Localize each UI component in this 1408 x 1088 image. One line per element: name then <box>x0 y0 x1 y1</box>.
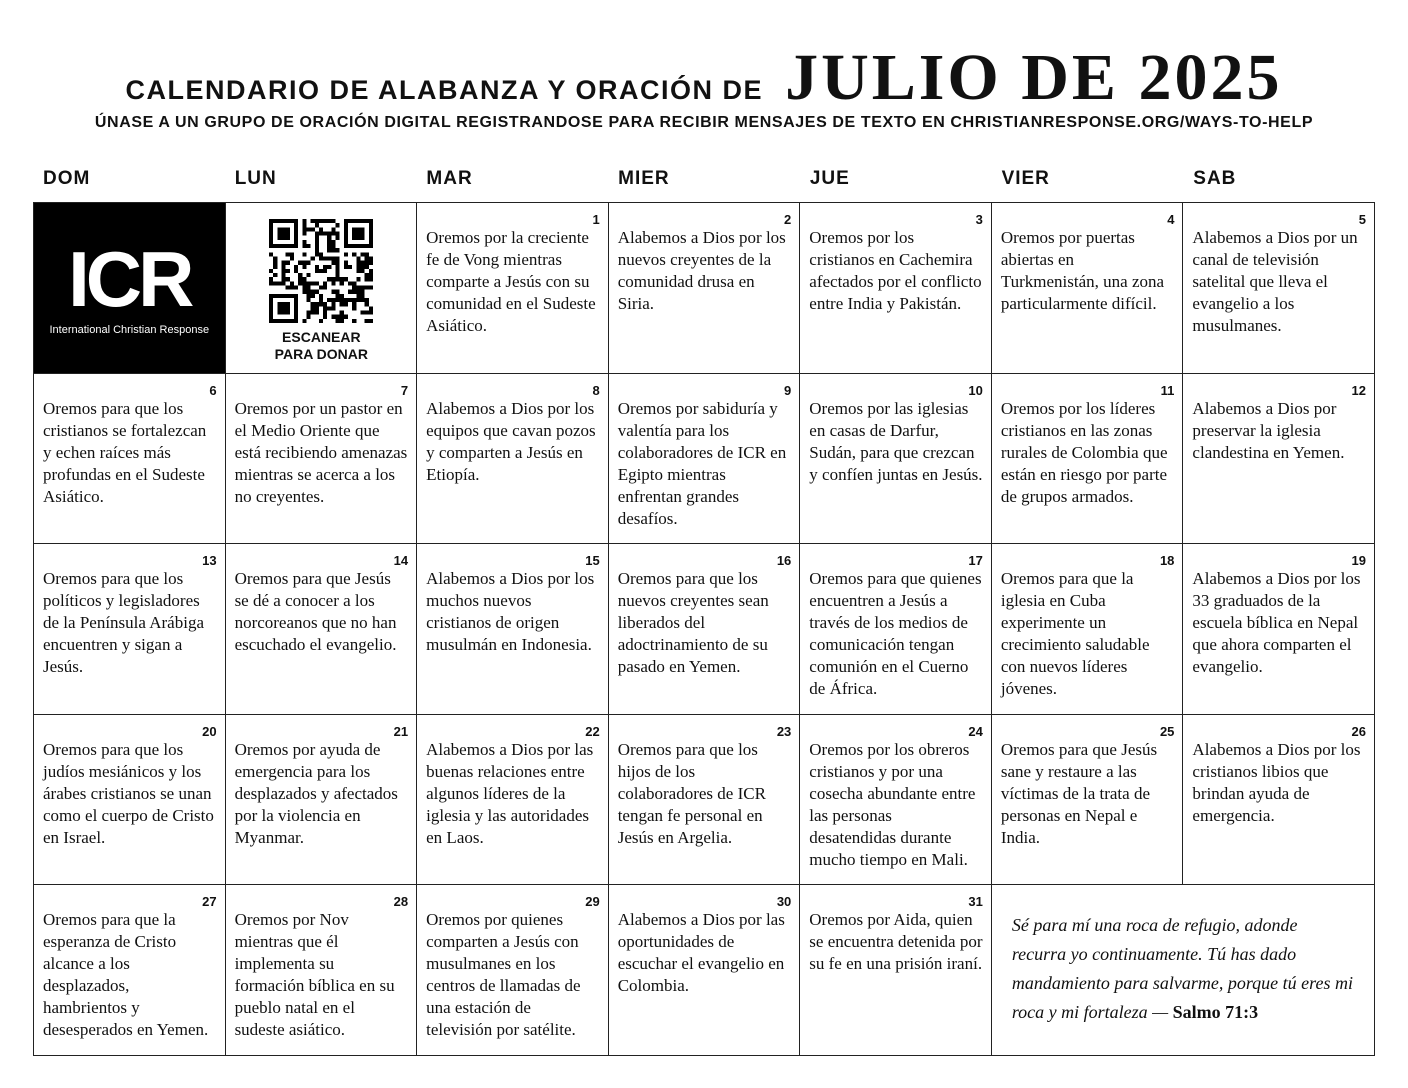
page-header <box>0 40 1408 116</box>
day-number: 21 <box>393 723 409 739</box>
day-prayer-text: Alabemos a Dios por preservar la iglesia clandestina en Yemen. <box>1192 398 1345 462</box>
day-cell <box>992 203 1184 374</box>
day-prayer-text: Oremos por ayuda de emergencia para los desplazados y afectados por la violencia en Myanmar. <box>234 739 398 847</box>
title-row <box>0 40 1408 116</box>
day-cell <box>609 544 801 715</box>
day-number: 15 <box>585 553 600 569</box>
day-cell <box>34 374 226 545</box>
day-prayer-text: Oremos para que los judíos mesiánicos y los árabes cristianos se unan como el cuerpo de Cristo en Israel. <box>43 739 214 847</box>
day-prayer-text: Oremos por quienes comparten a Jesús con musulmanes en los centros de llamadas de una estación de televisión por satélite. <box>426 910 581 1040</box>
day-prayer-text: Oremos para que los nuevos creyentes sean liberados del adoctrinamiento de su pasado en Yemen. <box>617 569 769 677</box>
day-prayer-text: Oremos por los líderes cristianos en las zonas rurales de Colombia que están en riesgo por parte de grupos armados. <box>1000 398 1168 506</box>
qr-label-line1: ESCANEAR <box>282 329 361 345</box>
day-number: 4 <box>1167 212 1175 227</box>
day-prayer-text: Alabemos a Dios por un canal de televisión satelital que lleva el evangelio a los musulmanes. <box>1192 228 1358 335</box>
day-cell <box>800 374 992 545</box>
day-cell <box>226 374 418 545</box>
day-prayer-text: Oremos por los cristianos en Cachemira afectados por el conflicto entre India y Pakistán. <box>809 228 982 313</box>
weekday-label: SAB <box>1193 168 1237 189</box>
day-cell <box>1183 374 1375 545</box>
day-number: 31 <box>968 894 983 910</box>
day-cell <box>992 544 1184 715</box>
day-number: 7 <box>400 382 409 398</box>
day-number: 25 <box>1159 723 1175 739</box>
weekday-label: DOM <box>43 168 91 189</box>
day-prayer-text: Oremos para que los hijos de los colaboradores de ICR tengan fe personal en Jesús en Argelia. <box>617 739 766 847</box>
month-title: JULIO DE 2025 <box>785 41 1283 114</box>
day-number: 17 <box>968 553 983 569</box>
logo-subtitle: International Christian Response <box>49 323 210 336</box>
day-prayer-text: Alabemos a Dios por las buenas relaciones entre algunos líderes de la iglesia y las autoridades en Laos. <box>426 739 594 847</box>
day-number: 2 <box>784 212 792 227</box>
quote-reference: Salmo 71:3 <box>1172 1002 1259 1023</box>
day-number: 28 <box>393 894 409 910</box>
day-cell <box>226 715 418 886</box>
quote-text: Sé para mí una roca de refugio, adonde recurra yo continuamente. Tú has dado mandamiento para salvarme, porque tú eres mi roca y mi fortaleza — <box>1011 915 1353 1023</box>
day-prayer-text: Oremos para que quienes encuentren a Jesús a través de los medios de comunicación tengan comunión en el Cuerno de África. <box>809 569 982 699</box>
day-prayer-text: Alabemos a Dios por los nuevos creyentes de la comunidad drusa en Siria. <box>617 228 786 313</box>
day-prayer-text: Oremos por Aida, quien se encuentra detenida por su fe en una prisión iraní. <box>809 910 983 974</box>
day-cell <box>800 203 992 374</box>
day-cell <box>417 203 609 374</box>
day-prayer-text: Alabemos a Dios por los equipos que cavan pozos y comparten a Jesús en Etiopía. <box>426 398 596 484</box>
weekday-label: JUE <box>809 168 850 189</box>
day-number: 14 <box>393 553 409 569</box>
weekday-label: MIER <box>618 168 670 189</box>
day-prayer-text: Oremos para que los cristianos se fortalezcan y echen raíces más profundas en el Sudeste Asiático. <box>43 398 207 506</box>
day-cell <box>609 885 801 1056</box>
day-number: 24 <box>968 723 983 739</box>
weekday-label: MAR <box>426 168 473 189</box>
day-cell <box>800 885 992 1056</box>
day-cell <box>417 544 609 715</box>
day-prayer-text: Oremos para que Jesús se dé a conocer a los norcoreanos que no han escuchado el evangelio. <box>234 569 397 655</box>
subtitle: ÚNASE A UN GRUPO DE ORACIÓN DIGITAL REGISTRANDOSE PARA RECIBIR MENSAJES DE TEXTO EN CHRISTIANRESPONSE.ORG/WAYS-TO-HELP <box>94 114 1314 131</box>
day-cell <box>1183 715 1375 886</box>
day-cell <box>34 885 226 1056</box>
day-cell <box>992 374 1184 545</box>
day-cell <box>992 715 1184 886</box>
day-cell <box>1183 544 1375 715</box>
day-cell <box>1183 203 1375 374</box>
day-number: 23 <box>776 723 792 739</box>
day-number: 13 <box>202 553 217 569</box>
day-prayer-text: Oremos por sabiduría y valentía para los colaboradores de ICR en Egipto mientras enfrentan grandes desafíos. <box>617 398 787 528</box>
day-cell <box>609 203 801 374</box>
day-number: 8 <box>592 382 600 398</box>
donate-qr[interactable] <box>226 203 418 374</box>
day-number: 22 <box>585 723 600 739</box>
day-prayer-text: Alabemos a Dios por los 33 graduados de la escuela bíblica en Nepal que ahora comparten el evangelio. <box>1192 569 1361 677</box>
day-number: 26 <box>1351 723 1366 739</box>
day-prayer-text: Oremos para que los políticos y legisladores de la Península Arábiga encuentren y sigan a Jesús. <box>43 569 204 677</box>
day-prayer-text: Oremos por las iglesias en casas de Darfur, Sudán, para que crezcan y confíen juntas en Jesús. <box>809 398 983 484</box>
day-number: 19 <box>1351 553 1366 569</box>
day-number: 30 <box>776 894 792 910</box>
calendar-grid <box>33 202 1375 1056</box>
quote-text-block <box>1012 911 1356 1027</box>
day-prayer-text: Oremos para que la esperanza de Cristo alcance a los desplazados, hambrientos y desesperados en Yemen. <box>43 910 209 1040</box>
qr-label <box>275 329 368 363</box>
day-number: 27 <box>202 894 217 910</box>
scripture-quote <box>992 885 1375 1056</box>
day-number: 18 <box>1159 553 1175 569</box>
weekday-label: VIER <box>1001 168 1050 189</box>
day-cell <box>417 885 609 1056</box>
logo-mark: ICR <box>68 234 191 323</box>
day-prayer-text: Oremos para que la iglesia en Cuba experimente un crecimiento saludable con nuevos líderes jóvenes. <box>1000 569 1150 699</box>
day-prayer-text: Oremos por puertas abiertas en Turkmenistán, una zona particularmente difícil. <box>1000 228 1165 313</box>
day-cell <box>417 374 609 545</box>
day-number: 10 <box>968 382 983 398</box>
day-number: 1 <box>592 212 600 227</box>
day-prayer-text: Oremos para que Jesús sane y restaure a las víctimas de la trata de personas en Nepal e India. <box>1000 739 1158 847</box>
day-prayer-text: Oremos por la creciente fe de Vong mientras comparte a Jesús con su comunidad en el Sudeste Asiático. <box>426 228 596 335</box>
day-cell <box>609 715 801 886</box>
day-cell <box>800 715 992 886</box>
weekday-header <box>33 168 1375 190</box>
day-prayer-text: Alabemos a Dios por los muchos nuevos cristianos de origen musulmán en Indonesia. <box>426 569 595 655</box>
day-prayer-text: Oremos por Nov mientras que él implementa su formación bíblica en su pueblo natal en el sudeste asiático. <box>234 910 395 1040</box>
day-number: 3 <box>975 212 983 227</box>
day-number: 29 <box>585 894 600 910</box>
icr-logo <box>34 203 226 374</box>
day-number: 6 <box>209 382 217 398</box>
qr-label-line2: PARA DONAR <box>274 346 369 362</box>
day-number: 9 <box>784 382 792 398</box>
day-cell <box>226 885 418 1056</box>
day-number: 20 <box>202 723 217 739</box>
day-prayer-text: Alabemos a Dios por los cristianos libios que brindan ayuda de emergencia. <box>1192 739 1361 825</box>
day-cell <box>417 715 609 886</box>
day-cell <box>800 544 992 715</box>
day-number: 16 <box>776 553 792 569</box>
day-prayer-text: Alabemos a Dios por las oportunidades de escuchar el evangelio en Colombia. <box>617 910 785 996</box>
day-cell <box>34 544 226 715</box>
day-number: 12 <box>1351 382 1366 398</box>
qr-code-icon[interactable] <box>269 219 373 323</box>
weekday-label: LUN <box>234 168 277 189</box>
day-number: 11 <box>1160 382 1175 398</box>
day-cell <box>34 715 226 886</box>
day-cell <box>226 544 418 715</box>
day-cell <box>609 374 801 545</box>
day-prayer-text: Oremos por los obreros cristianos y por una cosecha abundante entre las personas desatendidas durante mucho tiempo en Mali. <box>809 739 976 869</box>
day-prayer-text: Oremos por un pastor en el Medio Oriente que está recibiendo amenazas mientras se acerca a los no creyentes. <box>234 398 408 506</box>
day-number: 5 <box>1358 212 1366 227</box>
calendar-title: CALENDARIO DE ALABANZA Y ORACIÓN DE <box>125 75 764 105</box>
